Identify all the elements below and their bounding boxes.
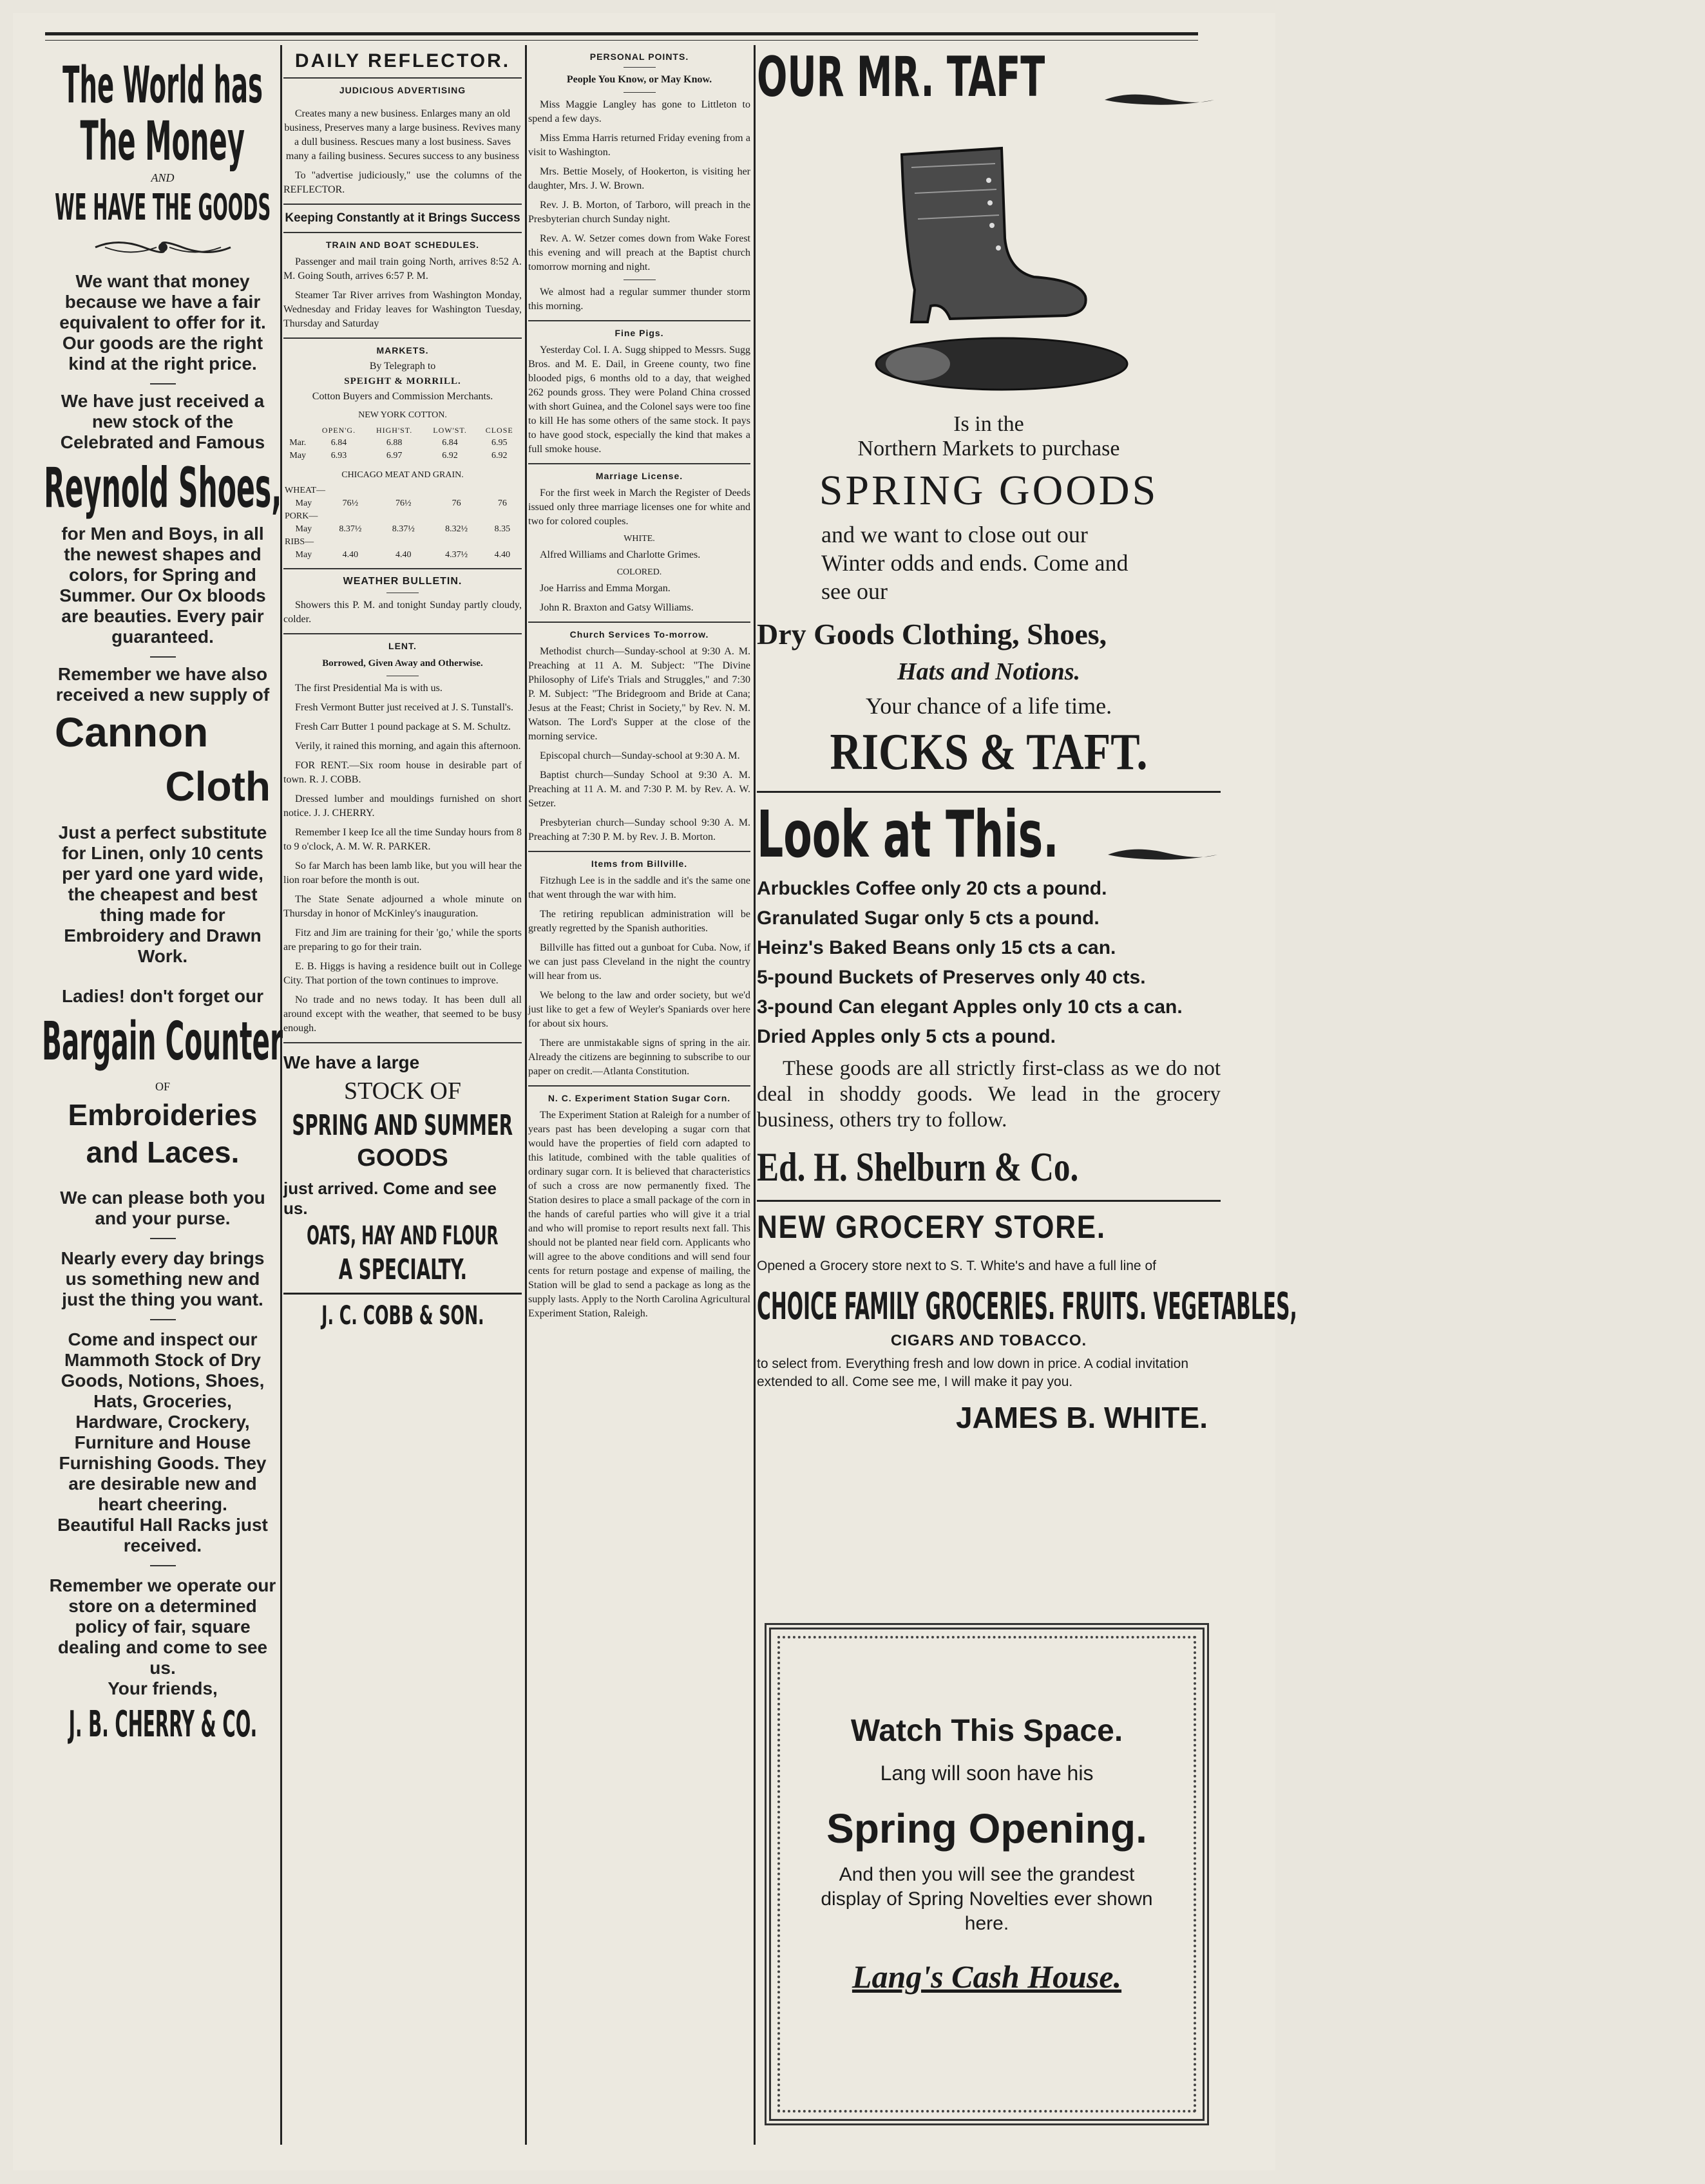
boat-text: Steamer Tar River arrives from Washington Monday, Wednesday and Friday leaves for Washington Tuesday, Thursday and Saturday	[283, 290, 522, 329]
para-linen: Just a perfect substitute for Linen, only 10 cents per yard one yard wide, the cheapest and best thing made for Embroidery and Drawn Work.	[58, 822, 267, 966]
white-signature: JAMES B. WHITE.	[955, 1401, 1208, 1434]
cannon-title: Cannon	[55, 709, 209, 755]
para-please: We can please both you and your purse.	[60, 1188, 265, 1228]
lent-heading: LENT.	[388, 641, 417, 651]
grocery-list: CHOICE FAMILY GROCERIES. FRUITS. VEGETABLES,	[757, 1284, 1297, 1328]
shelburn-signature: Ed. H. Shelburn & Co.	[757, 1144, 1079, 1190]
grocery-line: Opened a Grocery store next to S. T. White's and have a full line of	[757, 1258, 1156, 1273]
lang-signature: Lang's Cash House.	[852, 1959, 1122, 1995]
divider	[624, 92, 656, 93]
personal-points-column	[528, 45, 750, 2145]
price-line: Heinz's Baked Beans only 15 cts a can.	[757, 937, 1116, 958]
ad-line: We have a large	[283, 1052, 420, 1072]
look-title: Look at This.	[757, 797, 1059, 872]
flourish-icon	[1108, 845, 1217, 868]
ad-line: OATS, HAY AND FLOUR	[307, 1221, 499, 1251]
lent-item: Fresh Vermont Butter just received at J. S. Tunstall's.	[295, 702, 514, 713]
divider	[150, 1565, 176, 1566]
price-line: 3-pound Can elegant Apples only 10 cts a can.	[757, 996, 1183, 1018]
train-heading: TRAIN AND BOAT SCHEDULES.	[325, 240, 480, 250]
taft-line: and we want to close out our Winter odds and ends. Come and see our	[821, 522, 1129, 604]
masthead: DAILY REFLECTOR.	[283, 50, 522, 79]
marriage-item: Alfred Williams and Charlotte Grimes.	[540, 549, 701, 560]
lent-item: Fresh Carr Butter 1 pound package at S. M. Schultz.	[295, 721, 511, 732]
column-divider	[754, 45, 756, 2145]
church-item: Baptist church—Sunday School at 9:30 A. M. Preaching at 11 A. M. and 7:30 P. M. by Rev. A. W. Setzer.	[528, 770, 750, 809]
cobb-advertisement	[283, 1052, 522, 1331]
rule	[283, 232, 522, 233]
pigs-text: Yesterday Col. I. A. Sugg shipped to Messrs. Sugg Bros. and M. E. Dail, in Greene county, two fine blooded pigs, 6 months old to a day, that weighed 262 pounds gross. They were Poland China crossed with short Guinea, and the Colonel says were too fine to kill He has some others of the same stock. It pays to have good stock, especially the kind that makes a full smoke house.	[528, 345, 750, 455]
personal-item: Miss Emma Harris returned Friday evening from a visit to Washington.	[528, 133, 750, 158]
column-divider	[280, 45, 282, 2145]
keeping-line: Keeping Constantly at it Brings Success	[285, 211, 520, 225]
rule	[528, 851, 750, 852]
lang-advertisement	[765, 1623, 1209, 2125]
rule	[528, 1085, 750, 1087]
billville-item: We belong to the law and order society, but we'd just like to get a few of Weyler's Spaniards over here for about six hours.	[528, 990, 750, 1029]
divider	[150, 383, 176, 385]
ricks-taft: RICKS & TAFT.	[830, 724, 1148, 781]
hats-notions: Hats and Notions.	[897, 658, 1081, 685]
boot-illustration-icon	[757, 142, 1221, 399]
table-header: HIGH'ST.	[376, 426, 413, 435]
marriage-item: John R. Braxton and Gatsy Williams.	[540, 602, 694, 613]
ny-cotton-heading: NEW YORK COTTON.	[358, 410, 447, 420]
table-row: May 8.37½ 8.37½ 8.32½ 8.35	[295, 524, 511, 534]
divider	[150, 1319, 176, 1320]
lent-item: Fitz and Jim are training for their 'go,' while the sports are preparing to go for their train.	[283, 927, 522, 953]
cloth-title: Cloth	[165, 763, 271, 810]
cigars-line: CIGARS AND TOBACCO.	[890, 1332, 1087, 1349]
billville-item: Fitzhugh Lee is in the saddle and it's the same one that went through the war with him.	[528, 875, 750, 900]
cobb-signature: J. C. COBB & SON.	[321, 1301, 484, 1331]
personal-item: Rev. J. B. Morton, of Tarboro, will preach in the Presbyterian church Sunday night.	[528, 200, 750, 225]
ad-line: GOODS	[357, 1144, 448, 1172]
markets-desc: Cotton Buyers and Commission Merchants.	[312, 391, 493, 402]
markets-heading: MARKETS.	[376, 345, 429, 356]
lent-subheading: Borrowed, Given Away and Otherwise.	[322, 658, 483, 669]
rule	[283, 633, 522, 634]
table-header	[283, 424, 312, 437]
lent-item: No trade and no news today. It has been dull all around except with the weather, that seemed to be busy enough.	[283, 994, 522, 1034]
reynold-shoes: Reynold Shoes,	[43, 456, 282, 520]
headline-and: AND	[151, 171, 175, 184]
rule	[283, 337, 522, 339]
rule	[283, 204, 522, 205]
dry-goods-line: Dry Goods Clothing, Shoes,	[757, 618, 1107, 650]
table-row: May 76½ 76½ 76 76	[295, 499, 507, 508]
billville-item: Billville has fitted out a gunboat for Cuba. Now, if we can just pass Cleveland in the night the country will hear from us.	[528, 942, 750, 982]
table-header: LOW'ST.	[433, 426, 467, 435]
watch-title: Watch This Space.	[850, 1714, 1123, 1748]
spring-opening: Spring Opening.	[826, 1805, 1147, 1852]
church-item: Presbyterian church—Sunday school 9:30 A. M. Preaching at 7:30 P. M. by Rev. J. B. Morton.	[528, 817, 750, 842]
chicago-heading: CHICAGO MEAT AND GRAIN.	[341, 470, 464, 480]
para-ladies: Ladies! don't forget our	[61, 986, 264, 1006]
lent-item: Verily, it rained this morning, and again this afternoon.	[295, 741, 521, 752]
markets-firm: SPEIGHT & MORRILL.	[344, 376, 461, 386]
advertising-column	[757, 45, 1297, 2145]
billville-item: There are unmistakable signs of spring in the air. Already the citizens are beginning to subscribe to our paper on credit.—Atlanta Constitution.	[528, 1038, 750, 1077]
train-text: Passenger and mail train going North, arrives 8:52 A. M. Going South, arrives 6:57 P. M.	[283, 256, 522, 281]
cherry-advertisement	[42, 45, 283, 2145]
divider	[150, 1238, 176, 1239]
spring-goods: SPRING GOODS	[819, 467, 1159, 514]
headline-world: The World has	[62, 57, 263, 115]
personal-heading: PERSONAL POINTS.	[589, 52, 689, 62]
markets-by: By Telegraph to	[369, 361, 436, 372]
top-rule-thin	[45, 40, 1198, 41]
para-friends: Your friends,	[108, 1678, 218, 1698]
para-shoes: for Men and Boys, in all the newest shapes and colors, for Spring and Summer. Our Ox bloods are beauties. Every pair guaranteed.	[59, 524, 266, 647]
lang-line: Lang will soon have his	[880, 1761, 1094, 1785]
advertising-lines: Creates many a new business. Enlarges many an old business, Preserves many a large business. Revives many a dull business. Rescues many a lost business. Saves many a failing business. Secures success to any business	[284, 108, 521, 162]
colored-heading: COLORED.	[616, 567, 662, 577]
ny-cotton-table	[283, 424, 522, 462]
table-header: CLOSE	[485, 426, 513, 435]
of-label: OF	[155, 1080, 170, 1093]
top-rule	[45, 32, 1198, 35]
divider	[624, 67, 656, 68]
ad-line: just arrived. Come and see us.	[283, 1179, 497, 1218]
headline-money: The Money	[80, 109, 245, 173]
para-nearly: Nearly every day brings us something new and just the thing you want.	[61, 1248, 265, 1309]
lent-item: E. B. Higgs is having a residence built out in College City. That portion of the town continues to improve.	[283, 961, 522, 986]
ad-line: SPRING AND SUMMER	[292, 1109, 513, 1142]
billville-heading: Items from Billville.	[591, 859, 688, 869]
rule	[528, 622, 750, 623]
billville-item: The retiring republican administration will be greatly regretted by the Spanish authorities.	[528, 909, 750, 934]
pork-label: PORK—	[285, 511, 318, 521]
lent-item: Dressed lumber and mouldings furnished on short notice. J. J. CHERRY.	[283, 793, 522, 819]
advertising-heading: JUDICIOUS ADVERTISING	[339, 85, 466, 95]
laces-title: and Laces.	[86, 1135, 240, 1169]
lent-item: Remember I keep Ice all the time Sunday hours from 8 to 9 o'clock, A. M. W. R. PARKER.	[283, 827, 522, 852]
advertising-tail: To "advertise judiciously," use the columns of the REFLECTOR.	[283, 170, 522, 195]
reflector-column	[283, 45, 522, 2145]
price-line: Arbuckles Coffee only 20 cts a pound.	[757, 878, 1107, 899]
taft-line: Is in the	[953, 412, 1024, 436]
para-operate: Remember we operate our store on a determined policy of fair, square dealing and come to see us.	[49, 1575, 276, 1678]
rule	[283, 1042, 522, 1043]
rule	[528, 320, 750, 321]
para-hallracks: Beautiful Hall Racks just received.	[57, 1515, 268, 1555]
lent-item: The first Presidential Ma is with us.	[295, 683, 443, 694]
quality-text: These goods are all strictly first-class as we do not deal in shoddy goods. We lead in the grocery business, others try to follow.	[757, 1057, 1221, 1132]
price-line: 5-pound Buckets of Preserves only 40 cts.	[757, 967, 1146, 988]
white-heading: WHITE.	[624, 534, 655, 544]
table-row: May 4.40 4.40 4.37½ 4.40	[295, 550, 511, 560]
grocery-title: NEW GROCERY STORE.	[757, 1209, 1106, 1245]
pigs-heading: Fine Pigs.	[614, 328, 664, 338]
table-row: Mar. 6.84 6.88 6.84 6.95	[289, 438, 508, 448]
personal-item: We almost had a regular summer thunder storm this morning.	[528, 287, 750, 312]
price-line: Granulated Sugar only 5 cts a pound.	[757, 907, 1100, 929]
headline-goods: WE HAVE THE GOODS	[54, 187, 271, 229]
table-row: May 6.93 6.97 6.92 6.92	[289, 451, 508, 461]
ornament-icon	[48, 238, 277, 262]
para-money: We want that money because we have a fair equivalent to offer for it. Our goods are the right kind at the right price.	[59, 271, 266, 374]
chicago-table	[283, 484, 522, 562]
personal-item: Rev. A. W. Setzer comes down from Wake Forest this evening and will preach at the Baptist church tomorrow morning and night.	[528, 233, 750, 272]
column-divider	[525, 45, 527, 2145]
weather-heading: WEATHER BULLETIN.	[343, 576, 462, 587]
taft-title: OUR MR. TAFT	[757, 45, 1045, 109]
embroideries-title: Embroideries	[68, 1098, 258, 1132]
look-header	[757, 797, 1221, 874]
wheat-label: WHEAT—	[285, 486, 325, 495]
para-received: We have just received a new stock of the Celebrated and Famous	[60, 391, 265, 452]
church-item: Methodist church—Sunday-school at 9:30 A. M. Preaching at 11 A. M. Subject: "The Divine Philosophy of Life's Trials and Struggles," and 7:30 P. M. Subject: "The Bridegroom and Bride at Cana; Jesus at the Feast; Christ in Society," by Rev. N. M. Watson. The Lord's Supper at the close of the morning service.	[528, 646, 750, 742]
marriage-item: Joe Harriss and Emma Morgan.	[540, 583, 671, 594]
marriage-heading: Marriage License.	[595, 471, 683, 481]
ad-line: A SPECIALTY.	[338, 1253, 467, 1286]
rule	[528, 463, 750, 464]
church-heading: Church Services To-morrow.	[569, 629, 709, 640]
bargain-counter: Bargain Counter	[42, 1011, 283, 1072]
price-line: Dried Apples only 5 cts a pound.	[757, 1026, 1056, 1047]
divider	[150, 656, 176, 658]
taft-line: Northern Markets to purchase	[857, 437, 1120, 461]
ribs-label: RIBS—	[285, 537, 314, 547]
cherry-signature: J. B. CHERRY & CO.	[68, 1704, 257, 1745]
personal-subheading: People You Know, or May Know.	[566, 74, 712, 85]
lent-item: So far March has been lamb like, but you will hear the lion roar before the month is out.	[283, 860, 522, 886]
personal-item: Miss Maggie Langley has gone to Littleton to spend a few days.	[528, 99, 750, 124]
nc-heading: N. C. Experiment Station Sugar Corn.	[548, 1093, 731, 1103]
church-item: Episcopal church—Sunday-school at 9:30 A. M.	[540, 750, 740, 761]
ad-line: STOCK OF	[344, 1078, 461, 1105]
personal-item: Mrs. Bettie Mosely, of Hookerton, is visiting her daughter, Mrs. J. W. Brown.	[528, 166, 750, 191]
marriage-text: For the first week in March the Register of Deeds issued only three marriage licenses one for white and two for colored couples.	[528, 488, 750, 527]
para-inspect: Come and inspect our Mammoth Stock of Dry Goods, Notions, Shoes, Hats, Groceries, Hardware, Crockery, Furniture and House Furnishing Goods. They are desirable new and heart cheering.	[59, 1329, 267, 1514]
taft-line: Your chance of a life time.	[865, 693, 1112, 719]
nc-text: The Experiment Station at Raleigh for a number of years past has been developing a sugar corn that would have the properties of field corn adapted to this latitude, combined with the table qualities of ordinary sugar corn. It is believed that characteristics of such a cross are now permanently fixed. The Station desires to place a small package of the corn in the hands of careful parties who will give it a trial and who will promise to report results next fall. This should not be planted near field corn. Applicants who will agree to the above conditions and will send four cents for return postage and expense of mailing, the Station will be glad to send a package as long as the supply lasts. Apply to the North Carolina Agricultural Experiment Station, Raleigh.	[528, 1110, 750, 1319]
taft-header	[757, 45, 1221, 116]
para-remember: Remember we have also received a new supply of	[55, 664, 270, 705]
lent-item: The State Senate adjourned a whole minute on Thursday in honor of McKinley's inauguration.	[283, 894, 522, 919]
table-header: OPEN'G.	[321, 426, 356, 435]
lang-line: And then you will see the grandest display of Spring Novelties ever shown here.	[821, 1864, 1153, 1934]
flourish-icon	[1105, 90, 1214, 113]
lent-item: FOR RENT.—Six room house in desirable part of town. R. J. COBB.	[283, 760, 522, 785]
rule	[283, 568, 522, 569]
grocery-line: to select from. Everything fresh and low down in price. A codial invitation extended to all. Come see me, I will make it pay you.	[757, 1356, 1189, 1389]
weather-text: Showers this P. M. and tonight Sunday partly cloudy, colder.	[283, 600, 522, 625]
